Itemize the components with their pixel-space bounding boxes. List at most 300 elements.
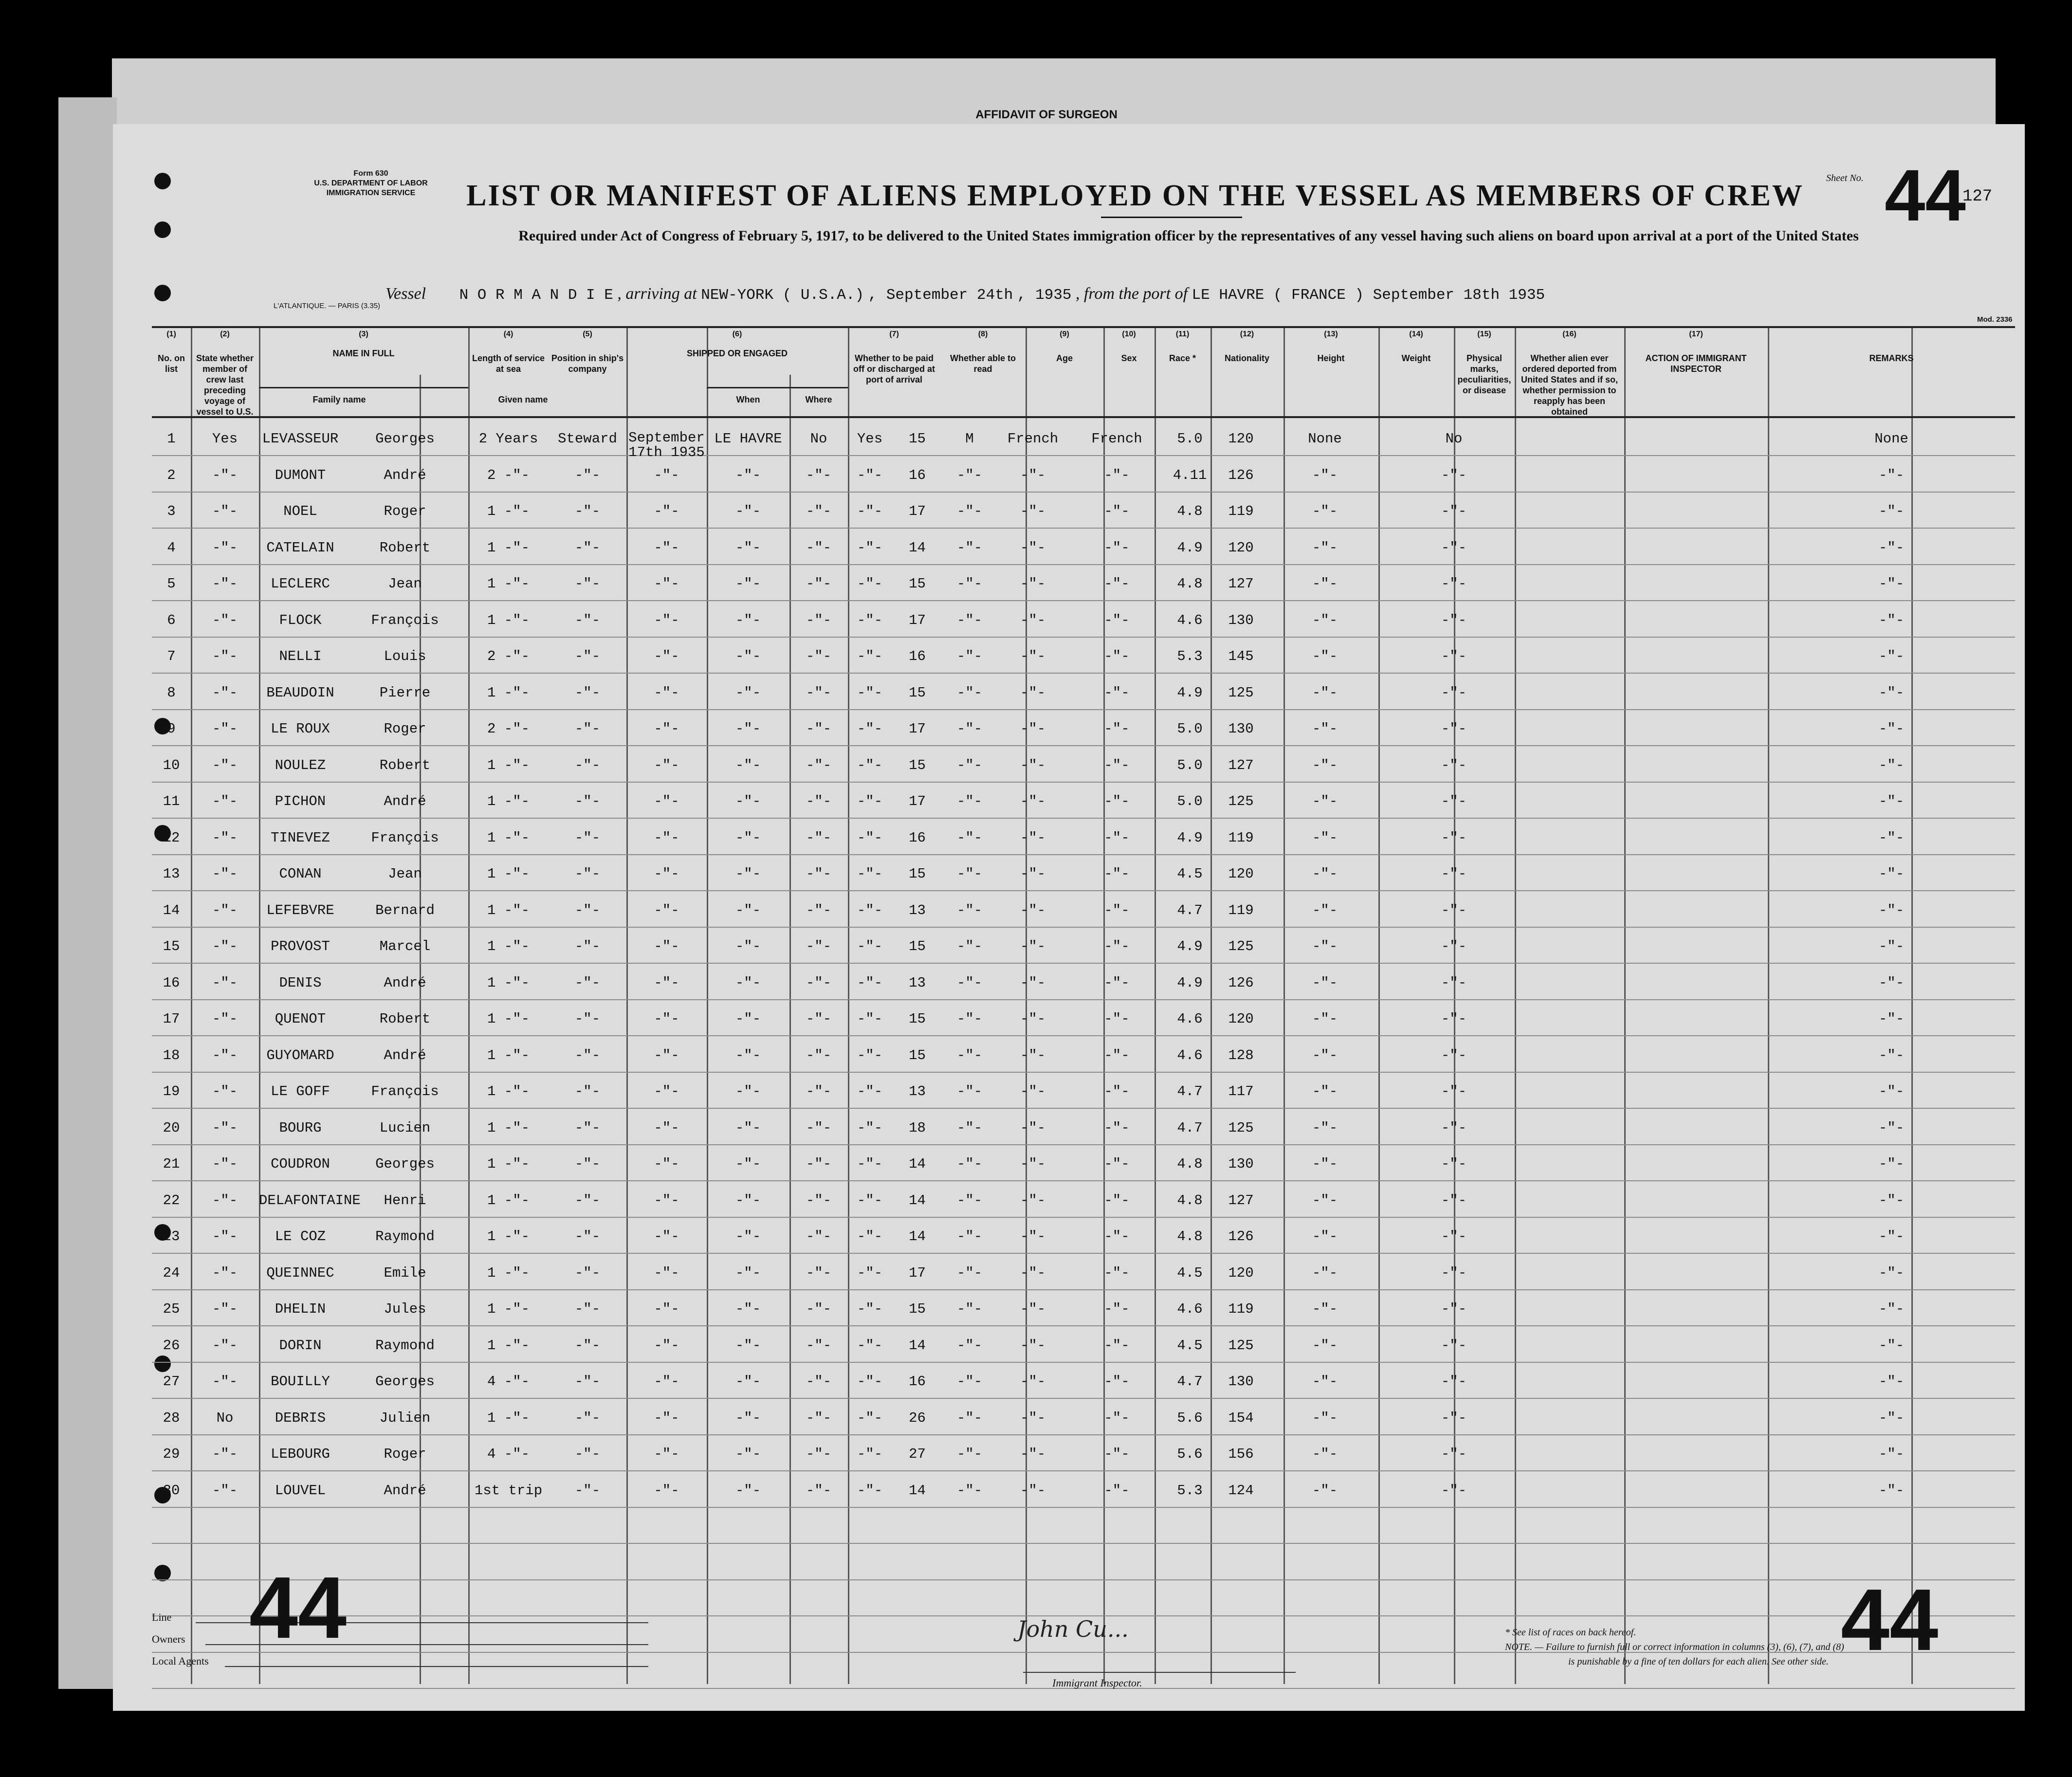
cell-prev: -"- xyxy=(212,1337,238,1354)
cell-deported: -"- xyxy=(1441,1156,1467,1172)
cell-paid: -"- xyxy=(806,467,832,483)
cell-service: 4 -"- xyxy=(487,1374,530,1390)
cell-family: LOUVEL xyxy=(275,1482,326,1499)
cell-paid: -"- xyxy=(806,793,832,809)
row-rule xyxy=(152,963,2015,964)
cell-given: Robert xyxy=(379,757,431,773)
cell-prev: -"- xyxy=(212,938,238,954)
cell-height: 4.8 xyxy=(1177,1228,1203,1245)
handwritten-sheet-number: 44 xyxy=(1841,1571,1939,1669)
cell-age: 17 xyxy=(909,1264,926,1281)
cell-nat: -"- xyxy=(1104,1047,1130,1063)
cell-age: 17 xyxy=(909,612,926,628)
cell-sex: -"- xyxy=(956,467,983,483)
cell-position: -"- xyxy=(574,1264,601,1281)
cell-read: -"- xyxy=(857,721,883,737)
cell-remarks: -"- xyxy=(1878,467,1905,483)
cell-height: 4.9 xyxy=(1177,938,1203,954)
cell-family: NELLI xyxy=(279,648,322,664)
cell-weight: 119 xyxy=(1228,1301,1254,1317)
cell-service: 1 -"- xyxy=(487,1264,530,1281)
cell-age: 13 xyxy=(909,1083,926,1099)
column-number: (7) xyxy=(889,330,899,338)
cell-where: -"- xyxy=(735,1446,761,1462)
row-rule xyxy=(152,1289,2015,1290)
cell-position: -"- xyxy=(574,1228,601,1245)
cell-prev: -"- xyxy=(212,757,238,773)
cell-nat: -"- xyxy=(1104,467,1130,483)
cell-paid: -"- xyxy=(806,721,832,737)
cell-given: André xyxy=(384,1482,426,1499)
cell-given: Georges xyxy=(375,1374,435,1390)
cell-when: -"- xyxy=(654,1410,679,1426)
cell-remarks: -"- xyxy=(1878,974,1905,991)
cell-given: Louis xyxy=(384,648,426,664)
cell-paid: -"- xyxy=(806,902,832,918)
cell-age: 16 xyxy=(909,648,926,664)
cell-deported: -"- xyxy=(1441,503,1467,519)
cell-race: -"- xyxy=(1020,684,1046,701)
row-rule xyxy=(152,1217,2015,1218)
cell-nat: -"- xyxy=(1104,757,1130,773)
inspector-signature: John Cu... xyxy=(1017,1616,1129,1642)
cell-age: 17 xyxy=(909,793,926,809)
vessel-label: Vessel xyxy=(385,285,426,303)
cell-marks: None xyxy=(1308,431,1342,447)
cell-height: 4.6 xyxy=(1177,1047,1203,1063)
column-divider xyxy=(1284,326,1285,1684)
cell-read: -"- xyxy=(857,974,883,991)
cell-sex: -"- xyxy=(956,1083,983,1099)
cell-sex: -"- xyxy=(956,1446,983,1462)
row-rule xyxy=(152,637,2015,638)
cell-when: -"- xyxy=(654,503,679,519)
cell-where: LE HAVRE xyxy=(714,431,782,447)
cell-remarks: -"- xyxy=(1878,612,1905,628)
cell-family: NOEL xyxy=(283,503,317,519)
column-header: NAME IN FULL xyxy=(332,348,395,358)
column-number: (9) xyxy=(1060,330,1069,338)
cell-age: 13 xyxy=(909,902,926,918)
cell-nat: -"- xyxy=(1104,1011,1130,1027)
cell-read: -"- xyxy=(857,467,883,483)
cell-deported: -"- xyxy=(1441,757,1467,773)
cell-deported: -"- xyxy=(1441,576,1467,592)
cell-service: 1 -"- xyxy=(487,938,530,954)
cell-prev: -"- xyxy=(212,1374,238,1390)
cell-race: -"- xyxy=(1020,1192,1046,1209)
cell-height: 5.0 xyxy=(1177,793,1203,809)
row-rule xyxy=(152,455,2015,456)
cell-given: Jules xyxy=(384,1301,426,1317)
cell-age: 15 xyxy=(909,866,926,882)
header-top-rule xyxy=(152,326,2015,328)
sheet-label: Sheet No. xyxy=(1826,173,1864,183)
cell-no: 28 xyxy=(163,1410,180,1426)
cell-nat: -"- xyxy=(1104,648,1130,664)
cell-remarks: None xyxy=(1874,431,1908,447)
row-rule xyxy=(152,1072,2015,1073)
cell-race: -"- xyxy=(1020,576,1046,592)
cell-position: -"- xyxy=(574,1301,601,1317)
cell-no: 13 xyxy=(163,866,180,882)
cell-given: Georges xyxy=(375,1156,435,1172)
cell-service: 1 -"- xyxy=(487,829,530,846)
cell-service: 1 -"- xyxy=(487,1156,530,1172)
cell-service: 1 -"- xyxy=(487,576,530,592)
cell-age: 14 xyxy=(909,1482,926,1499)
cell-family: DENIS xyxy=(279,974,322,991)
cell-family: CONAN xyxy=(279,866,322,882)
cell-marks: -"- xyxy=(1312,1482,1338,1499)
row-rule xyxy=(152,854,2015,855)
cell-when: -"- xyxy=(654,793,679,809)
cell-when: -"- xyxy=(654,721,679,737)
cell-age: 15 xyxy=(909,431,926,447)
cell-prev: -"- xyxy=(212,1011,238,1027)
cell-given: François xyxy=(371,1083,439,1099)
cell-when: -"- xyxy=(654,648,679,664)
cell-given: Emile xyxy=(384,1264,426,1281)
cell-deported: -"- xyxy=(1441,974,1467,991)
cell-read: -"- xyxy=(857,576,883,592)
cell-position: -"- xyxy=(574,648,601,664)
cell-weight: 117 xyxy=(1228,1083,1254,1099)
cell-given: Lucien xyxy=(379,1119,431,1136)
cell-when: -"- xyxy=(654,757,679,773)
row-rule xyxy=(152,818,2015,819)
cell-remarks: -"- xyxy=(1878,648,1905,664)
from-label: , from the port of xyxy=(1075,285,1188,303)
cell-prev: -"- xyxy=(212,793,238,809)
cell-position: -"- xyxy=(574,1156,601,1172)
cell-height: 5.3 xyxy=(1177,1482,1203,1499)
cell-sex: -"- xyxy=(956,1156,983,1172)
row-rule xyxy=(152,1507,2015,1508)
cell-height: 4.9 xyxy=(1177,684,1203,701)
cell-deported: -"- xyxy=(1441,1374,1467,1390)
cell-prev: -"- xyxy=(212,1228,238,1245)
cell-deported: -"- xyxy=(1441,1119,1467,1136)
cell-where: -"- xyxy=(735,612,761,628)
cell-paid: -"- xyxy=(806,612,832,628)
cell-weight: 119 xyxy=(1228,829,1254,846)
cell-when: -"- xyxy=(654,1083,679,1099)
penalty-note: NOTE. — Failure to furnish full or correct information in columns (3), (6), (7), and (8) xyxy=(1505,1642,1844,1652)
cell-sex: -"- xyxy=(956,539,983,556)
row-rule xyxy=(152,492,2015,493)
cell-where: -"- xyxy=(735,866,761,882)
cell-service: 1 -"- xyxy=(487,1083,530,1099)
cell-position: -"- xyxy=(574,829,601,846)
cell-deported: -"- xyxy=(1441,539,1467,556)
cell-age: 17 xyxy=(909,503,926,519)
cell-sex: -"- xyxy=(956,1482,983,1499)
cell-when: -"- xyxy=(654,467,679,483)
sub-header-rule xyxy=(259,387,468,388)
cell-service: 1 -"- xyxy=(487,1011,530,1027)
cell-no: 24 xyxy=(163,1264,180,1281)
cell-height: 4.5 xyxy=(1177,1337,1203,1354)
column-number: (11) xyxy=(1175,330,1190,338)
cell-where: -"- xyxy=(735,1410,761,1426)
cell-remarks: -"- xyxy=(1878,1083,1905,1099)
column-header: Height xyxy=(1317,353,1345,363)
cell-read: -"- xyxy=(857,938,883,954)
cell-sex: -"- xyxy=(956,902,983,918)
cell-paid: -"- xyxy=(806,1264,832,1281)
cell-marks: -"- xyxy=(1312,757,1338,773)
cell-weight: 120 xyxy=(1228,1011,1254,1027)
cell-paid: -"- xyxy=(806,1446,832,1462)
cell-weight: 124 xyxy=(1228,1482,1254,1499)
cell-marks: -"- xyxy=(1312,539,1338,556)
cell-given: Bernard xyxy=(375,902,435,918)
cell-prev: No xyxy=(216,1410,234,1426)
cell-race: -"- xyxy=(1020,1446,1046,1462)
cell-deported: -"- xyxy=(1441,721,1467,737)
cell-given: André xyxy=(384,467,426,483)
cell-nat: -"- xyxy=(1104,1410,1130,1426)
column-number: (6) xyxy=(732,330,742,338)
cell-race: -"- xyxy=(1020,793,1046,809)
cell-age: 15 xyxy=(909,938,926,954)
cell-paid: -"- xyxy=(806,1301,832,1317)
cell-race: -"- xyxy=(1020,648,1046,664)
cell-marks: -"- xyxy=(1312,829,1338,846)
cell-weight: 120 xyxy=(1228,866,1254,882)
cell-no: 25 xyxy=(163,1301,180,1317)
cell-where: -"- xyxy=(735,721,761,737)
cell-race: -"- xyxy=(1020,829,1046,846)
cell-deported: -"- xyxy=(1441,1301,1467,1317)
cell-weight: 127 xyxy=(1228,1192,1254,1209)
cell-read: -"- xyxy=(857,902,883,918)
column-divider xyxy=(1210,326,1212,1684)
cell-nat: -"- xyxy=(1104,1301,1130,1317)
cell-family: TINEVEZ xyxy=(271,829,330,846)
cell-nat: -"- xyxy=(1104,1374,1130,1390)
cell-where: -"- xyxy=(735,902,761,918)
column-divider xyxy=(848,326,849,1684)
column-number: (17) xyxy=(1689,330,1703,338)
cell-deported: -"- xyxy=(1441,1228,1467,1245)
cell-service: 1st trip xyxy=(474,1482,543,1499)
cell-given: Raymond xyxy=(375,1228,435,1245)
cell-prev: -"- xyxy=(212,866,238,882)
cell-service: 2 Years xyxy=(478,431,538,447)
cell-read: -"- xyxy=(857,866,883,882)
cell-weight: 120 xyxy=(1228,431,1254,447)
cell-marks: -"- xyxy=(1312,467,1338,483)
cell-prev: -"- xyxy=(212,721,238,737)
cell-when: -"- xyxy=(654,1301,679,1317)
cell-remarks: -"- xyxy=(1878,1011,1905,1027)
cell-position: -"- xyxy=(574,503,601,519)
cell-read: -"- xyxy=(857,1119,883,1136)
column-header: Whether to be paid off or discharged at port of arrival xyxy=(853,353,935,385)
cell-given: Marcel xyxy=(379,938,431,954)
cell-family: DORIN xyxy=(279,1337,322,1354)
cell-deported: -"- xyxy=(1441,1011,1467,1027)
column-header: No. on list xyxy=(158,353,185,374)
cell-weight: 127 xyxy=(1228,757,1254,773)
cell-position: -"- xyxy=(574,793,601,809)
cell-service: 1 -"- xyxy=(487,684,530,701)
inspector-signature-line xyxy=(1023,1672,1296,1673)
row-rule xyxy=(152,890,2015,891)
punch-hole-icon xyxy=(154,173,171,189)
row-rule xyxy=(152,564,2015,565)
cell-deported: -"- xyxy=(1441,1482,1467,1499)
cell-when: -"- xyxy=(654,1011,679,1027)
cell-read: -"- xyxy=(857,1374,883,1390)
cell-no: 17 xyxy=(163,1011,180,1027)
cell-height: 5.6 xyxy=(1177,1410,1203,1426)
cell-sex: -"- xyxy=(956,793,983,809)
row-rule xyxy=(152,1108,2015,1109)
cell-nat: -"- xyxy=(1104,1264,1130,1281)
cell-remarks: -"- xyxy=(1878,721,1905,737)
cell-read: -"- xyxy=(857,503,883,519)
cell-paid: -"- xyxy=(806,1156,832,1172)
cell-sex: -"- xyxy=(956,1374,983,1390)
cell-remarks: -"- xyxy=(1878,1156,1905,1172)
penalty-note-cont: is punishable by a fine of ten dollars for each alien. See other side. xyxy=(1568,1656,1829,1667)
cell-family: LEBOURG xyxy=(271,1446,330,1462)
cell-nat: -"- xyxy=(1104,684,1130,701)
cell-no: 18 xyxy=(163,1047,180,1063)
form-number: Form 630 xyxy=(353,169,388,178)
cell-position: -"- xyxy=(574,1446,601,1462)
cell-height: 4.9 xyxy=(1177,829,1203,846)
cell-paid: -"- xyxy=(806,974,832,991)
cell-deported: -"- xyxy=(1441,938,1467,954)
cell-deported: -"- xyxy=(1441,902,1467,918)
cell-service: 1 -"- xyxy=(487,1410,530,1426)
cell-position: -"- xyxy=(574,938,601,954)
cell-no: 10 xyxy=(163,757,180,773)
cell-marks: -"- xyxy=(1312,1047,1338,1063)
arriving-label: , arriving at xyxy=(617,285,697,303)
cell-no: 22 xyxy=(163,1192,180,1209)
cell-weight: 126 xyxy=(1228,974,1254,991)
cell-age: 15 xyxy=(909,1301,926,1317)
cell-sex: -"- xyxy=(956,1301,983,1317)
cell-given: François xyxy=(371,829,439,846)
cell-race: -"- xyxy=(1020,1011,1046,1027)
column-header: Sex xyxy=(1121,353,1137,363)
cell-sex: -"- xyxy=(956,503,983,519)
cell-read: Yes xyxy=(857,431,883,447)
column-number: (1) xyxy=(166,330,176,338)
cell-when: -"- xyxy=(654,866,679,882)
cell-read: -"- xyxy=(857,648,883,664)
cell-read: -"- xyxy=(857,612,883,628)
cell-when: -"- xyxy=(654,829,679,846)
column-divider xyxy=(1155,326,1156,1684)
cell-position: -"- xyxy=(574,1083,601,1099)
cell-height: 5.0 xyxy=(1177,721,1203,737)
cell-sex: -"- xyxy=(956,938,983,954)
column-header: Whether alien ever ordered deported from United States and if so, whether permission to reapply has been obtained xyxy=(1521,353,1618,417)
cell-given: Pierre xyxy=(379,684,431,701)
cell-position: -"- xyxy=(574,1337,601,1354)
row-rule xyxy=(152,927,2015,928)
cell-weight: 119 xyxy=(1228,503,1254,519)
cell-given: André xyxy=(384,1047,426,1063)
cell-marks: -"- xyxy=(1312,1374,1338,1390)
cell-age: 27 xyxy=(909,1446,926,1462)
cell-where: -"- xyxy=(735,539,761,556)
cell-when: -"- xyxy=(654,1264,679,1281)
cell-no: 2 xyxy=(167,467,176,483)
cell-paid: -"- xyxy=(806,1228,832,1245)
cell-when: -"- xyxy=(654,576,679,592)
column-number: (8) xyxy=(978,330,988,338)
cell-position: Steward xyxy=(558,431,617,447)
cell-remarks: -"- xyxy=(1878,866,1905,882)
cell-family: CATELAIN xyxy=(266,539,334,556)
cell-paid: -"- xyxy=(806,1011,832,1027)
column-divider xyxy=(1911,326,1913,1684)
cell-paid: -"- xyxy=(806,866,832,882)
cell-service: 1 -"- xyxy=(487,539,530,556)
cell-position: -"- xyxy=(574,902,601,918)
cell-given: Roger xyxy=(384,721,426,737)
cell-service: 2 -"- xyxy=(487,467,530,483)
owners-label: Owners xyxy=(152,1633,185,1645)
column-divider xyxy=(1768,326,1769,1684)
cell-weight: 125 xyxy=(1228,684,1254,701)
local-agents-label: Local Agents xyxy=(152,1655,209,1667)
cell-when: -"- xyxy=(654,1047,679,1063)
cell-paid: -"- xyxy=(806,576,832,592)
cell-race: -"- xyxy=(1020,866,1046,882)
cell-age: 15 xyxy=(909,1011,926,1027)
cell-deported: -"- xyxy=(1441,684,1467,701)
cell-nat: -"- xyxy=(1104,829,1130,846)
row-rule xyxy=(152,1434,2015,1435)
cell-given: Jean xyxy=(388,866,422,882)
cell-family: PROVOST xyxy=(271,938,330,954)
cell-deported: -"- xyxy=(1441,467,1467,483)
cell-deported: No xyxy=(1445,431,1463,447)
cell-position: -"- xyxy=(574,539,601,556)
row-rule xyxy=(152,528,2015,529)
column-divider xyxy=(1378,326,1380,1684)
cell-position: -"- xyxy=(574,757,601,773)
cell-age: 14 xyxy=(909,1228,926,1245)
cell-race: -"- xyxy=(1020,503,1046,519)
column-divider xyxy=(707,326,708,1684)
cell-family: COUDRON xyxy=(271,1156,330,1172)
cell-paid: -"- xyxy=(806,503,832,519)
required-statement: Required under Act of Congress of February 5, 1917, to be delivered to the United States immigration officer by the representatives of any vessel having such aliens on board upon arrival at a port of the United States xyxy=(518,228,1859,244)
cell-weight: 120 xyxy=(1228,539,1254,556)
cell-height: 4.8 xyxy=(1177,503,1203,519)
cell-age: 14 xyxy=(909,539,926,556)
cell-where: -"- xyxy=(735,1047,761,1063)
cell-where: -"- xyxy=(735,829,761,846)
cell-age: 14 xyxy=(909,1337,926,1354)
cell-height: 5.6 xyxy=(1177,1446,1203,1462)
cell-where: -"- xyxy=(735,793,761,809)
cell-paid: -"- xyxy=(806,1410,832,1426)
cell-nat: -"- xyxy=(1104,1083,1130,1099)
cell-no: 3 xyxy=(167,503,176,519)
manifest-sheet xyxy=(113,124,2025,1711)
